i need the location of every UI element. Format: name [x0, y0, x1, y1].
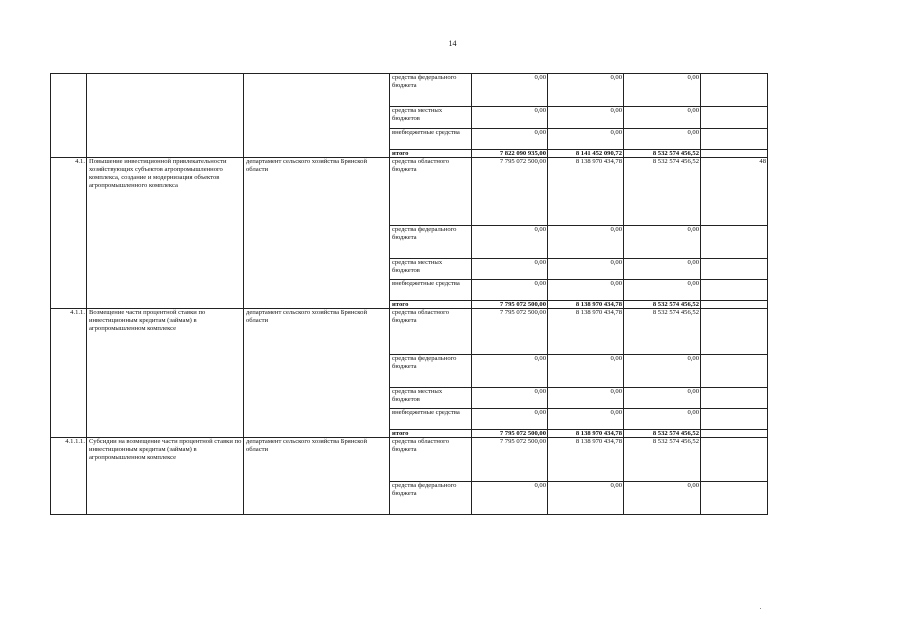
executor: департамент сельского хозяйства Брянской области [244, 158, 390, 309]
amount-year-2: 8 141 452 090,72 [548, 150, 624, 158]
indicator-ref: 48 [701, 158, 768, 226]
amount-year-3: 8 532 574 456,52 [624, 309, 701, 355]
amount-year-1: 7 795 072 500,00 [472, 158, 548, 226]
funding-source: средства федерального бюджета [390, 74, 472, 107]
amount-year-2: 0,00 [548, 280, 624, 301]
indicator-ref [701, 430, 768, 438]
amount-year-3: 0,00 [624, 280, 701, 301]
amount-year-1: 0,00 [472, 355, 548, 388]
amount-year-2: 0,00 [548, 388, 624, 409]
amount-year-2: 8 138 970 434,78 [548, 309, 624, 355]
item-name: Возмещение части процентной ставки по инвестиционным кредитам (займам) в агропромышленном комплексе [87, 309, 244, 438]
executor: департамент сельского хозяйства Брянской области [244, 309, 390, 438]
funding-source: средства областного бюджета [390, 158, 472, 226]
item-name: Повышение инвестиционной привлекательности хозяйствующих субъектов агропромышленного комплекса, создание и модернизация объектов агропромышленного комплекса [87, 158, 244, 309]
amount-year-3: 0,00 [624, 259, 701, 280]
item-name: Субсидии на возмещение части процентной ставки по инвестиционным кредитам (займам) в агропромышленном комплексе [87, 438, 244, 515]
funding-source: средства федерального бюджета [390, 226, 472, 259]
funding-source: средства областного бюджета [390, 438, 472, 482]
indicator-ref [701, 129, 768, 150]
indicator-ref [701, 438, 768, 482]
amount-year-2: 8 138 970 434,78 [548, 158, 624, 226]
amount-year-3: 0,00 [624, 482, 701, 515]
amount-year-1: 0,00 [472, 409, 548, 430]
funding-source: внебюджетные средства [390, 280, 472, 301]
funding-source: средства местных бюджетов [390, 107, 472, 129]
amount-year-2: 8 138 970 434,78 [548, 430, 624, 438]
page-number: 14 [448, 39, 457, 48]
indicator-ref [701, 107, 768, 129]
amount-year-2: 0,00 [548, 129, 624, 150]
funding-source: средства областного бюджета [390, 309, 472, 355]
table-row [51, 74, 768, 107]
amount-year-3: 0,00 [624, 388, 701, 409]
funding-source: внебюджетные средства [390, 409, 472, 430]
amount-year-3: 8 532 574 456,52 [624, 430, 701, 438]
amount-year-1: 0,00 [472, 107, 548, 129]
amount-year-1: 0,00 [472, 280, 548, 301]
funding-source: внебюджетные средства [390, 129, 472, 150]
indicator-ref [701, 309, 768, 355]
funding-source: средства федерального бюджета [390, 482, 472, 515]
indicator-ref [701, 301, 768, 309]
item-code: 4.1.1. [51, 309, 87, 438]
funding-source: итого [390, 150, 472, 158]
amount-year-2: 0,00 [548, 74, 624, 107]
amount-year-1: 0,00 [472, 129, 548, 150]
indicator-ref [701, 409, 768, 430]
amount-year-2: 8 138 970 434,78 [548, 301, 624, 309]
amount-year-1: 7 795 072 500,00 [472, 438, 548, 482]
amount-year-3: 8 532 574 456,52 [624, 438, 701, 482]
indicator-ref [701, 74, 768, 107]
indicator-ref [701, 355, 768, 388]
amount-year-2: 0,00 [548, 409, 624, 430]
funding-source: итого [390, 301, 472, 309]
indicator-ref [701, 280, 768, 301]
amount-year-2: 0,00 [548, 107, 624, 129]
amount-year-3: 0,00 [624, 409, 701, 430]
funding-source: средства местных бюджетов [390, 259, 472, 280]
scan-speck [760, 608, 761, 609]
amount-year-3: 0,00 [624, 74, 701, 107]
amount-year-2: 0,00 [548, 226, 624, 259]
amount-year-1: 7 822 090 935,00 [472, 150, 548, 158]
executor [244, 74, 390, 158]
item-code: 4.1. [51, 158, 87, 309]
amount-year-1: 0,00 [472, 388, 548, 409]
amount-year-3: 8 532 574 456,52 [624, 158, 701, 226]
funding-source: средства местных бюджетов [390, 388, 472, 409]
funding-source: средства федерального бюджета [390, 355, 472, 388]
table-row [51, 438, 768, 482]
indicator-ref [701, 150, 768, 158]
indicator-ref [701, 259, 768, 280]
amount-year-1: 7 795 072 500,00 [472, 309, 548, 355]
amount-year-1: 0,00 [472, 74, 548, 107]
table-row [51, 158, 768, 226]
amount-year-1: 7 795 072 500,00 [472, 430, 548, 438]
indicator-ref [701, 226, 768, 259]
amount-year-1: 0,00 [472, 482, 548, 515]
amount-year-2: 0,00 [548, 259, 624, 280]
amount-year-1: 7 795 072 500,00 [472, 301, 548, 309]
amount-year-2: 8 138 970 434,78 [548, 438, 624, 482]
budget-table-body [51, 74, 768, 515]
table-row [51, 309, 768, 355]
amount-year-2: 0,00 [548, 482, 624, 515]
item-code [51, 74, 87, 158]
item-name [87, 74, 244, 158]
item-code: 4.1.1.1. [51, 438, 87, 515]
amount-year-3: 0,00 [624, 226, 701, 259]
funding-source: итого [390, 430, 472, 438]
indicator-ref [701, 388, 768, 409]
amount-year-2: 0,00 [548, 355, 624, 388]
executor: департамент сельского хозяйства Брянской области [244, 438, 390, 515]
budget-table [50, 73, 768, 515]
amount-year-1: 0,00 [472, 259, 548, 280]
amount-year-3: 0,00 [624, 355, 701, 388]
amount-year-3: 8 532 574 456,52 [624, 301, 701, 309]
amount-year-1: 0,00 [472, 226, 548, 259]
amount-year-3: 0,00 [624, 107, 701, 129]
amount-year-3: 8 532 574 456,52 [624, 150, 701, 158]
amount-year-3: 0,00 [624, 129, 701, 150]
indicator-ref [701, 482, 768, 515]
